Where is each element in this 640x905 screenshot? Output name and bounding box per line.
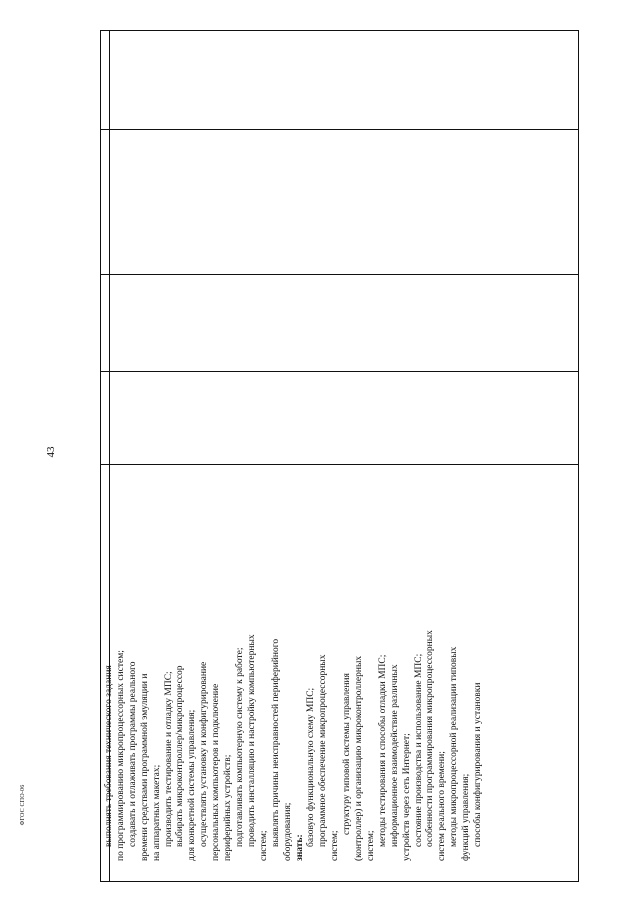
list-item: (контроллер) и организацию микроконтроллерных bbox=[354, 655, 365, 861]
competency-cell bbox=[100, 465, 484, 865]
knowledge-heading: знать: bbox=[294, 834, 305, 861]
list-item: систем; bbox=[330, 830, 341, 861]
list-item: производить тестирование и отладку МПС; bbox=[163, 671, 174, 847]
skills-list bbox=[104, 469, 295, 861]
list-item: выявлять причины неисправностей периферийного bbox=[270, 638, 281, 847]
list-item: для конкретной системы управления; bbox=[187, 709, 198, 861]
list-item: информационное взаимодействие различных bbox=[389, 664, 400, 847]
list-item: базовую функциональную схему МПС; bbox=[306, 687, 317, 847]
list-item: выбирать микроконтроллер/микропроцессор bbox=[175, 665, 186, 847]
table-row-divider bbox=[101, 129, 578, 130]
list-item: методы тестирования и способы отладки МПС; bbox=[377, 654, 388, 847]
list-item: осуществлять установку и конфигурирование bbox=[199, 661, 210, 847]
list-item: времени средствами программной эмуляции и bbox=[139, 673, 150, 861]
list-item: особенности программирования микропроцессорных bbox=[425, 630, 436, 847]
list-item: систем; bbox=[258, 830, 269, 861]
document-footer: ФГОС СПО-06 bbox=[20, 784, 26, 826]
list-item: проводить инсталляцию и настройку компьютерных bbox=[246, 634, 257, 847]
list-item: выполнять требования технического задания bbox=[104, 665, 114, 847]
list-item: оборудования; bbox=[282, 802, 293, 861]
table-row-divider bbox=[101, 274, 578, 275]
list-item: систем; bbox=[365, 830, 376, 861]
list-item: систем реального времени; bbox=[437, 751, 448, 861]
list-item: способы конфигурирования и установки bbox=[473, 682, 484, 847]
list-item: программное обеспечение микропроцессорных bbox=[318, 654, 329, 847]
list-item: создавать и отлаживать программы реального bbox=[127, 661, 138, 847]
list-item: на аппаратных макетах; bbox=[151, 764, 162, 861]
list-item: периферийных устройств; bbox=[223, 754, 234, 861]
list-item: по программированию микропроцессорных систем; bbox=[115, 650, 126, 861]
list-item: функций управления; bbox=[461, 773, 472, 861]
page-number: 43 bbox=[45, 446, 57, 458]
list-item: структуру типовой системы управления bbox=[342, 673, 353, 835]
knowledge-list bbox=[306, 469, 485, 861]
table-row-divider bbox=[101, 371, 578, 372]
list-item: методы микропроцессорной реализации типовых bbox=[449, 646, 460, 847]
list-item: подготавливать компьютерную систему к работе; bbox=[234, 647, 245, 847]
list-item: устройств через сеть Интернет; bbox=[401, 733, 412, 861]
list-item: состояние производства и использование МПС; bbox=[413, 653, 424, 847]
list-item: персональных компьютеров и подключение bbox=[211, 683, 222, 861]
